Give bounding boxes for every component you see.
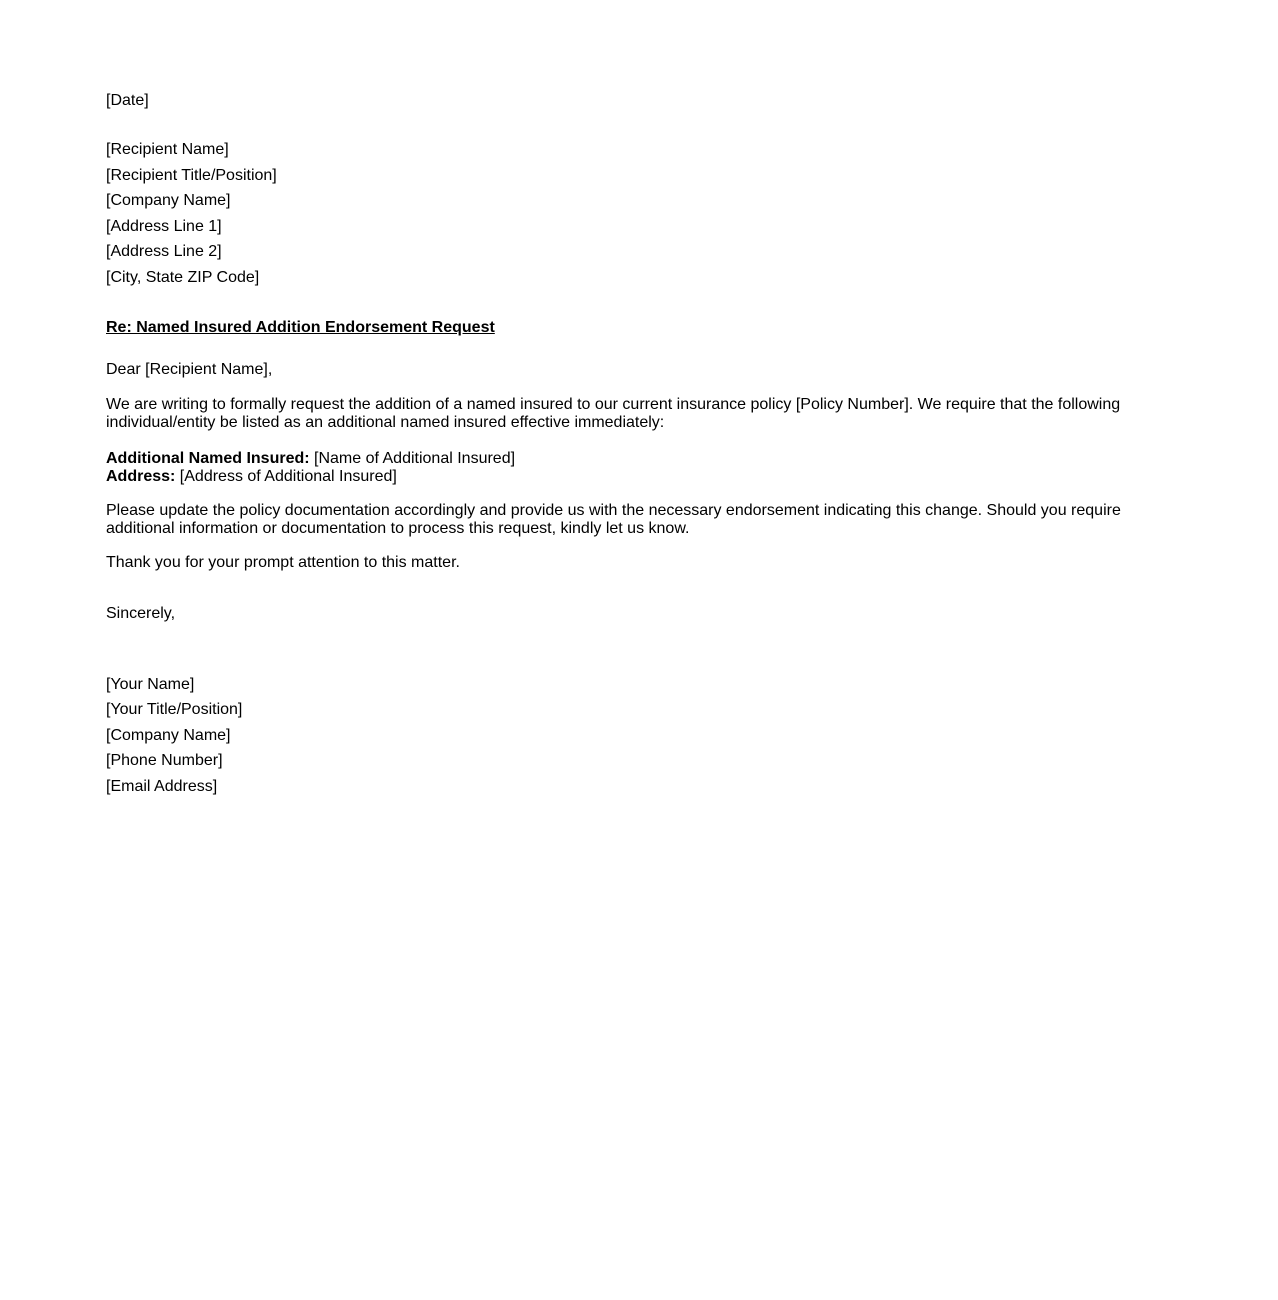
insured-address-row [106, 468, 1136, 486]
body-paragraph-thanks: Thank you for your prompt attention to this matter. [106, 553, 460, 571]
insured-details [106, 450, 1136, 486]
sender-email: [Email Address] [106, 777, 218, 795]
sender-phone: [Phone Number] [106, 752, 223, 770]
recipient-address-line-2: [Address Line 2] [106, 243, 222, 261]
recipient-city-state-zip: [City, State ZIP Code] [106, 268, 260, 286]
insured-address-label: Address: [106, 467, 176, 485]
recipient-company: [Company Name] [106, 192, 231, 210]
recipient-address-line-1: [Address Line 1] [106, 217, 222, 235]
recipient-name: [Recipient Name] [106, 141, 229, 158]
signature-block [106, 672, 1136, 800]
recipient-block [106, 137, 1136, 291]
letter-date: [Date] [106, 92, 149, 109]
sender-title: [Your Title/Position] [106, 701, 243, 719]
letter-body [106, 91, 1136, 800]
sender-name: [Your Name] [106, 675, 195, 693]
closing: Sincerely, [106, 604, 176, 622]
subject-line: Re: Named Insured Addition Endorsement Request [106, 318, 495, 336]
salutation: Dear [Recipient Name], [106, 360, 273, 378]
insured-name-value: [Name of Additional Insured] [309, 449, 516, 467]
sender-company: [Company Name] [106, 726, 231, 744]
insured-address-value: [Address of Additional Insured] [175, 467, 397, 485]
body-paragraph-update: Please update the policy documentation accordingly and provide us with the necessary endorsement indicating this change. Should you require additional information or documentation to process this request, kindly let us know. [106, 501, 1121, 537]
insured-name-row [106, 450, 1136, 468]
body-paragraph-request: We are writing to formally request the addition of a named insured to our current insurance policy [Policy Number]. We require that the following individual/entity be listed as an additional named insured effective immediately: [106, 395, 1121, 431]
recipient-title: [Recipient Title/Position] [106, 166, 277, 184]
insured-name-label: Additional Named Insured: [106, 449, 310, 467]
